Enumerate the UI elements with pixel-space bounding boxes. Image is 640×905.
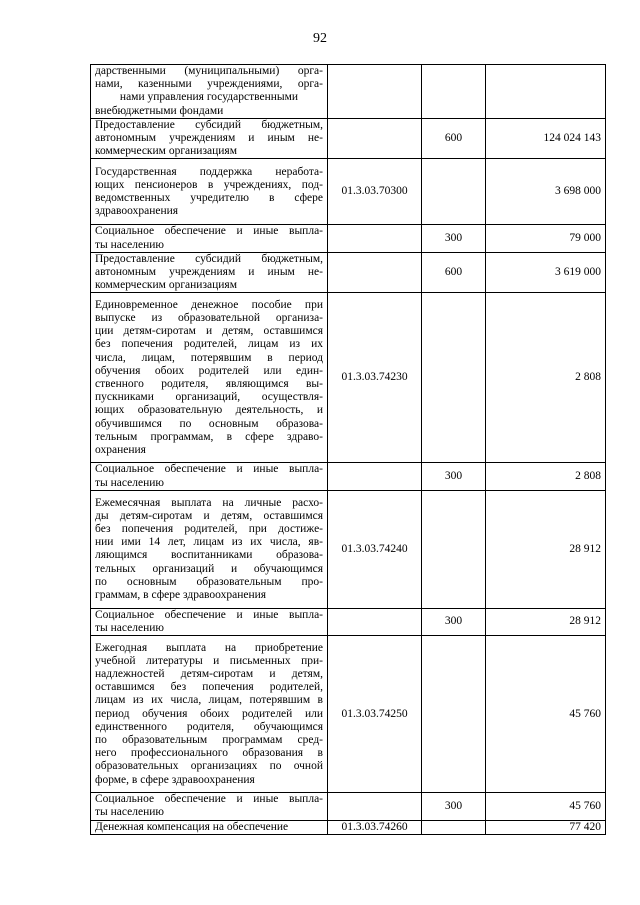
row-name-line: Ежемесячная выплата на личные расхо- — [95, 496, 323, 509]
row-name-line: по основным образовательным про- — [95, 575, 323, 588]
row-name-line: коммерческим организациям — [95, 145, 237, 158]
row-name-cell — [91, 463, 328, 490]
row-code-cell — [328, 608, 422, 635]
row-name-line: ющих пенсионеров в учреждениях, под- — [95, 178, 323, 191]
row-code-cell: 01.3.03.74250 — [328, 636, 422, 793]
table-row — [91, 490, 606, 608]
table-row — [91, 225, 606, 252]
row-amount-cell: 45 760 — [486, 793, 606, 820]
row-name-line: нами управления государственными — [119, 91, 299, 104]
row-name-cell — [91, 293, 328, 463]
row-name-line: период обучения обоих родителей или — [95, 707, 323, 720]
row-name-line: нами, казенными учреждениями, орга- — [95, 78, 323, 91]
row-name-cell — [91, 793, 328, 820]
table-row — [91, 118, 606, 159]
row-code-cell — [328, 225, 422, 252]
row-name-cell — [91, 252, 328, 293]
row-name-line: обучения обоих родителей или един- — [95, 364, 323, 377]
row-name-line: без попечения родителей, при достиже- — [95, 522, 323, 535]
row-amount-cell — [486, 65, 606, 119]
row-name-line: Денежная компенсация на обеспечение — [95, 820, 289, 833]
row-expense-type-cell — [422, 636, 486, 793]
row-name-line: граммам, в сфере здравоохранения — [95, 588, 267, 601]
row-amount-cell: 3 619 000 — [486, 252, 606, 293]
row-name-line: внебюджетными фондами — [95, 104, 224, 117]
row-expense-type-cell — [422, 820, 486, 834]
budget-table — [90, 64, 606, 835]
row-name-line: ственного родителя, являющимся вы- — [95, 377, 323, 390]
row-name-line: ты населению — [95, 476, 164, 489]
row-expense-type-cell — [422, 159, 486, 225]
budget-table-body — [91, 65, 606, 835]
row-name-line: учебной литературы и письменных при- — [95, 654, 323, 667]
row-amount-cell: 3 698 000 — [486, 159, 606, 225]
row-name-line: ющих образовательную деятельность, и — [95, 404, 323, 417]
row-expense-type-cell: 600 — [422, 118, 486, 159]
row-amount-cell: 124 024 143 — [486, 118, 606, 159]
table-row — [91, 252, 606, 293]
row-name-line: единственного родителя, обучающимся — [95, 720, 323, 733]
row-expense-type-cell: 300 — [422, 608, 486, 635]
row-name-cell — [91, 490, 328, 608]
row-code-cell: 01.3.03.70300 — [328, 159, 422, 225]
row-name-line: него профессионального образования в — [95, 747, 323, 760]
row-name-line: дарственными (муниципальными) орга- — [95, 65, 323, 77]
row-amount-cell: 28 912 — [486, 490, 606, 608]
row-name-line: пускниками организаций, осуществля- — [95, 391, 323, 404]
row-name-line: Социальное обеспечение и иные выпла- — [95, 608, 323, 621]
row-name-line: нии ими 14 лет, лицам из их числа, яв- — [95, 536, 323, 549]
row-amount-cell: 79 000 — [486, 225, 606, 252]
row-name-line: ты населению — [95, 622, 164, 635]
row-code-cell — [328, 65, 422, 119]
row-name-line: образовательных организациях по очной — [95, 760, 323, 773]
row-name-line: числа, лицам, потерявшим в период — [95, 351, 323, 364]
table-row — [91, 65, 606, 119]
row-code-cell: 01.3.03.74230 — [328, 293, 422, 463]
row-code-cell — [328, 252, 422, 293]
row-name-line: Социальное обеспечение и иные выпла- — [95, 793, 323, 806]
row-name-line: тельных организаций и обучающимся — [95, 562, 323, 575]
row-code-cell — [328, 118, 422, 159]
table-row — [91, 636, 606, 793]
row-name-cell — [91, 820, 328, 834]
row-name-cell — [91, 636, 328, 793]
row-name-line: выпуске из образовательной организа- — [95, 311, 323, 324]
row-name-line: ведомственных учредителю в сфере — [95, 191, 323, 204]
row-name-line: оставшимся без попечения родителей, — [95, 681, 323, 694]
row-name-line: автономным учреждениям и иным не- — [95, 266, 323, 279]
row-code-cell: 01.3.03.74240 — [328, 490, 422, 608]
row-expense-type-cell: 300 — [422, 463, 486, 490]
row-name-line: надлежностей детям-сиротам и детям, — [95, 668, 323, 681]
row-amount-cell: 77 420 — [486, 820, 606, 834]
row-name-line: Предоставление субсидий бюджетным, — [95, 252, 323, 265]
row-amount-cell: 2 808 — [486, 463, 606, 490]
table-row — [91, 293, 606, 463]
table-row — [91, 463, 606, 490]
row-name-line: форме, в сфере здравоохранения — [95, 773, 255, 786]
row-code-cell — [328, 793, 422, 820]
row-name-line: по образовательным программам сред- — [95, 734, 323, 747]
row-name-cell — [91, 159, 328, 225]
row-name-line: ты населению — [95, 806, 164, 819]
row-expense-type-cell — [422, 490, 486, 608]
row-name-line: ты населению — [95, 238, 164, 251]
row-name-line: Предоставление субсидий бюджетным, — [95, 118, 323, 131]
row-code-cell: 01.3.03.74260 — [328, 820, 422, 834]
row-name-line: здравоохранения — [95, 205, 179, 218]
row-name-line: ляющимся воспитанниками образова- — [95, 549, 323, 562]
row-name-cell — [91, 65, 328, 119]
row-code-cell — [328, 463, 422, 490]
row-name-line: Государственная поддержка неработа- — [95, 165, 323, 178]
row-name-line: обучившимся по основным образова- — [95, 417, 323, 430]
row-name-line: тельным программам, в сфере здраво- — [95, 430, 323, 443]
page-number: 92 — [313, 31, 327, 46]
row-expense-type-cell — [422, 293, 486, 463]
row-expense-type-cell: 600 — [422, 252, 486, 293]
row-amount-cell: 45 760 — [486, 636, 606, 793]
row-name-cell — [91, 118, 328, 159]
row-name-line: охранения — [95, 443, 146, 456]
row-expense-type-cell: 300 — [422, 793, 486, 820]
row-expense-type-cell — [422, 65, 486, 119]
row-amount-cell: 2 808 — [486, 293, 606, 463]
row-name-line: Социальное обеспечение и иные выпла- — [95, 225, 323, 238]
row-name-line: ды детям-сиротам и детям, оставшимся — [95, 509, 323, 522]
table-row — [91, 159, 606, 225]
row-expense-type-cell: 300 — [422, 225, 486, 252]
row-name-line: коммерческим организациям — [95, 279, 237, 292]
table-row — [91, 608, 606, 635]
row-name-line: автономным учреждениям и иным не- — [95, 132, 323, 145]
row-amount-cell: 28 912 — [486, 608, 606, 635]
row-name-line: Единовременное денежное пособие при — [95, 298, 323, 311]
row-name-cell — [91, 608, 328, 635]
row-name-line: ции детям-сиротам и детям, оставшимся — [95, 325, 323, 338]
row-name-line: Ежегодная выплата на приобретение — [95, 641, 323, 654]
table-row — [91, 793, 606, 820]
row-name-cell — [91, 225, 328, 252]
table-row — [91, 820, 606, 834]
row-name-line: без попечения родителей, лицам из их — [95, 338, 323, 351]
row-name-line: лицам из их числа, лицам, потерявшим в — [95, 694, 323, 707]
row-name-line: Социальное обеспечение и иные выпла- — [95, 463, 323, 476]
